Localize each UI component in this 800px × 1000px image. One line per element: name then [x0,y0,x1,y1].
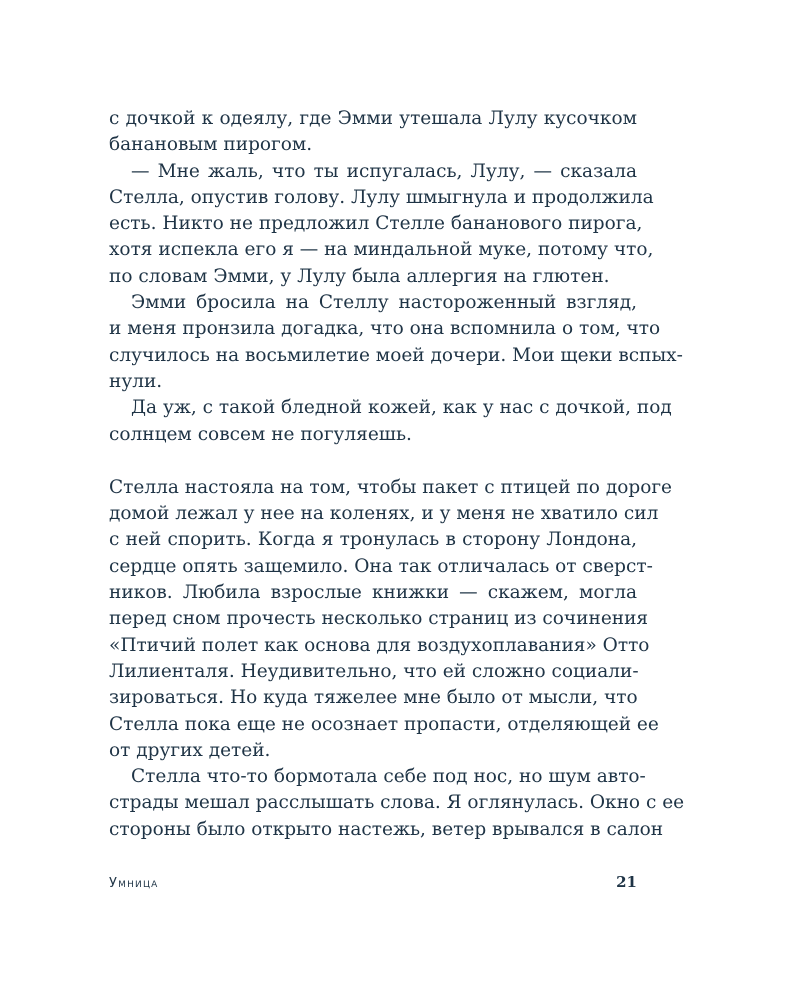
page-text [109,106,685,843]
running-head: Умница [109,876,159,891]
text-line: нули. [109,370,163,392]
text-line: случилось на восьмилетие моей дочери. Мои щеки вспых- [109,344,683,366]
text-line: Стелла, опустив голову. Лулу шмыгнула и продолжила [109,186,654,208]
text-line: Эмми бросила на Стеллу настороженный взгляд, [131,292,637,314]
paragraph-6 [109,764,685,843]
text-line: с ней спорить. Когда я тронулась в сторону Лондона, [109,529,637,551]
text-line: зироваться. Но куда тяжелее мне было от мысли, что [109,687,638,709]
section-break [109,448,637,475]
text-line: ников. Любила взрослые книжки — скажем, могла [109,582,637,604]
text-line: домой лежал у нее на коленях, и у меня не хватило сил [109,503,659,525]
text-line: и меня пронзила догадка, что она вспомнила о том, что [109,318,661,340]
paragraph-5 [109,475,672,764]
text-line: есть. Никто не предложил Стелле бананового пирога, [109,213,643,235]
text-line: солнцем совсем не погуляешь. [109,423,412,445]
text-line: Стелла что-то бормотала себе под нос, но шум авто- [131,766,646,788]
text-line: хотя испекла его я — на миндальной муке, потому что, [109,239,654,261]
text-line: от других детей. [109,739,271,761]
text-line: Да уж, с такой бледной кожей, как у нас с дочкой, под [131,397,672,419]
paragraph-1 [109,106,637,159]
text-line: Стелла настояла на том, чтобы пакет с птицей по дороге [109,476,672,498]
text-line: «Птичий полет как основа для воздухоплавания» Отто [109,634,650,656]
page-footer [109,873,637,891]
text-line: страды мешал расслышать слова. Я оглянулась. Окно с ее [109,792,685,814]
text-line: по словам Эмми, у Лулу была аллергия на глютен. [109,265,610,287]
paragraph-3 [109,290,683,395]
text-line: перед сном прочесть несколько страниц из сочинения [109,608,649,630]
page-number: 21 [616,873,637,891]
text-line: стороны было открыто настежь, ветер врывался в салон [109,818,664,840]
text-line: Стелла пока еще не осознает пропасти, отделяющей ее [109,713,659,735]
text-line: сердце опять защемило. Она так отличалась от сверст- [109,555,653,577]
text-line: с дочкой к одеялу, где Эмми утешала Лулу кусочком [109,108,637,129]
text-line: Лилиенталя. Неудивительно, что ей сложно социали- [109,660,639,682]
paragraph-2 [109,159,654,290]
text-line: — Мне жаль, что ты испугалась, Лулу, — сказала [131,160,637,182]
paragraph-4 [109,395,672,448]
text-line: банановым пирогом. [109,134,313,156]
